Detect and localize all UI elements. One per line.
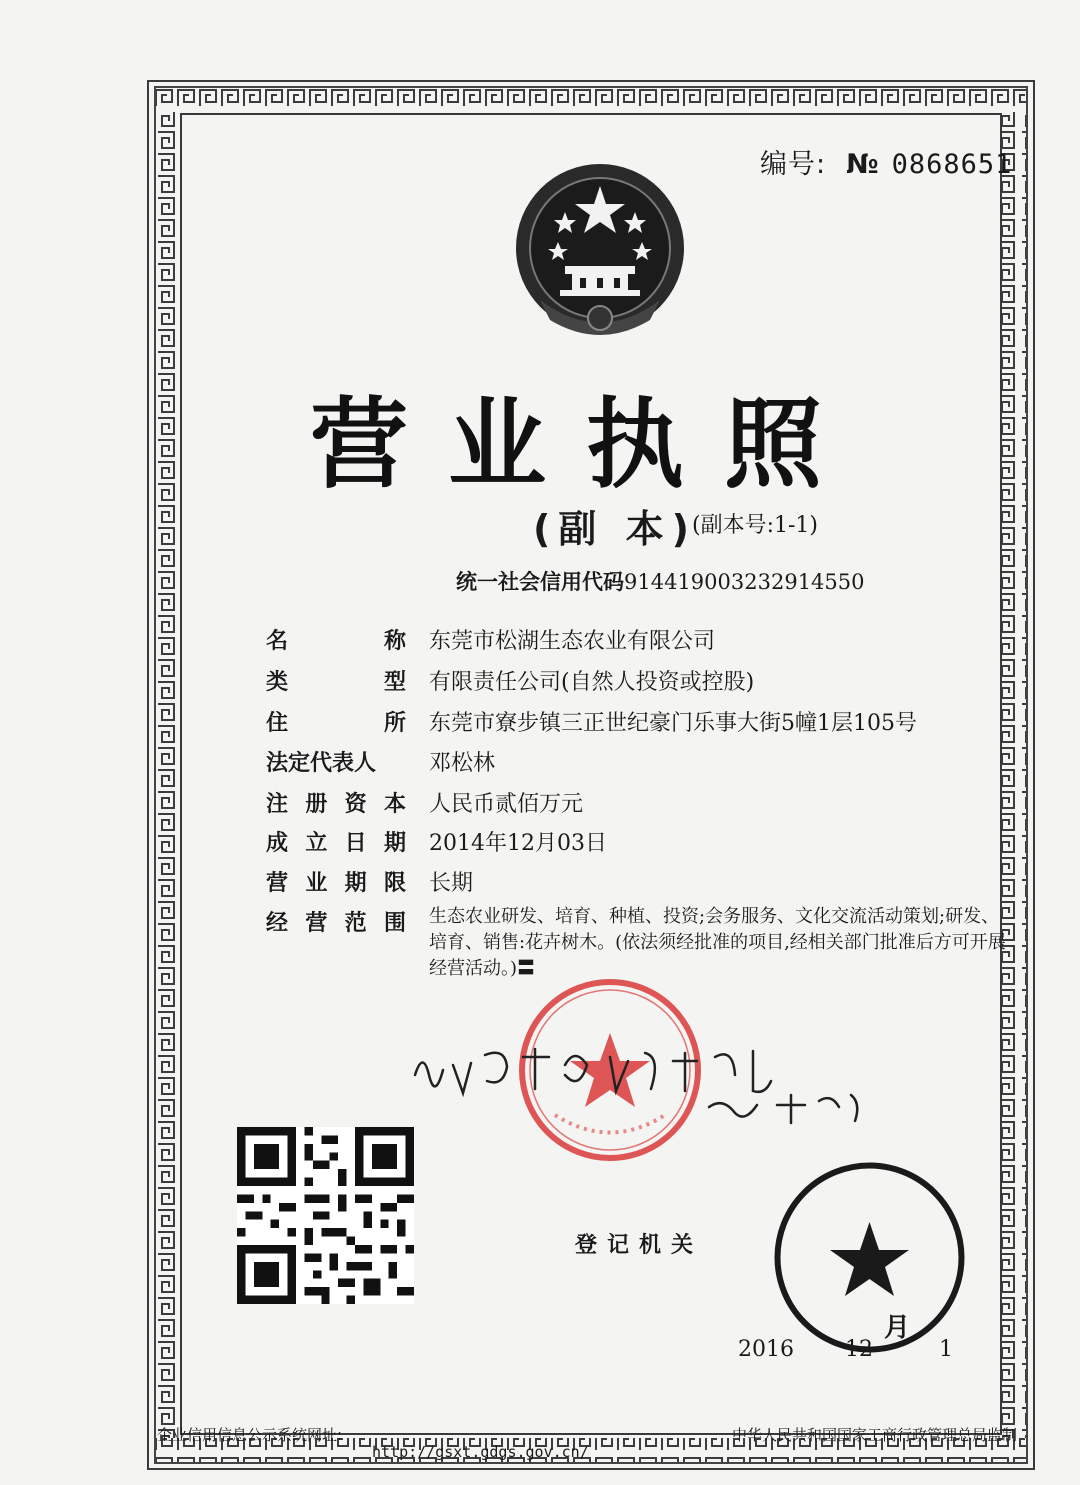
field-key: 注 册 资 本 bbox=[266, 792, 406, 817]
serial-label: 编号: bbox=[760, 149, 827, 180]
issue-month: 12 bbox=[845, 1337, 873, 1362]
government-seal-icon bbox=[772, 1160, 967, 1355]
field-key: 经 营 范 围 bbox=[266, 911, 406, 936]
field-value: 2014年12月03日 bbox=[429, 831, 607, 856]
footer-issuer: 中华人民共和国国家工商行政管理总局监制 bbox=[732, 1426, 1018, 1444]
field-value: 邓松林 bbox=[429, 751, 496, 776]
field-key: 成 立 日 期 bbox=[266, 831, 406, 856]
issue-month-char: 月 bbox=[884, 1313, 911, 1343]
document-title: 营业执照 bbox=[310, 388, 863, 502]
national-emblem-icon bbox=[510, 160, 690, 345]
credit-code-label: 统一社会信用代码 bbox=[456, 570, 624, 594]
field-value: 长期 bbox=[429, 871, 474, 896]
issue-date bbox=[738, 1313, 954, 1364]
field-key: 类 型 bbox=[266, 670, 406, 695]
serial-value: 0868651 bbox=[891, 149, 1013, 180]
issue-day: 1 bbox=[939, 1337, 954, 1362]
field-value: 东莞市寮步镇三正世纪豪门乐事大街5幢1层105号 bbox=[429, 711, 917, 736]
field-key: 营 业 期 限 bbox=[266, 871, 406, 896]
field-value: 人民币贰佰万元 bbox=[429, 792, 584, 817]
serial-number bbox=[760, 142, 1012, 181]
field-value: 东莞市松湖生态农业有限公司 bbox=[429, 629, 716, 654]
serial-prefix: № bbox=[846, 149, 880, 180]
footer-site-label: 企业信用信息公示系统网址: bbox=[157, 1426, 343, 1444]
field-key: 名 称 bbox=[266, 629, 406, 654]
document-subtitle: (副 本) bbox=[533, 507, 697, 551]
qr-code-icon bbox=[237, 1127, 414, 1304]
handwritten-note-icon bbox=[405, 1035, 885, 1125]
business-scope: 生态农业研发、培育、种植、投资;会务服务、文化交流活动策划;研发、培育、销售:花卉树木。(依法须经批准的项目,经相关部门批准后方可开展经营活动。)〓 bbox=[429, 906, 1006, 979]
credit-code-value: 914419003232914550 bbox=[624, 570, 865, 594]
footer-site-url: http://gsxt.gdgs.gov.cn/ bbox=[372, 1443, 589, 1461]
field-key: 法定代表人 bbox=[266, 751, 377, 776]
field-value: 有限责任公司(自然人投资或控股) bbox=[429, 670, 755, 695]
copy-number: (副本号:1-1) bbox=[692, 513, 819, 538]
field-key: 住 所 bbox=[266, 711, 406, 736]
issue-year: 2016 bbox=[738, 1337, 794, 1362]
credit-code bbox=[456, 566, 865, 596]
registration-authority: 登记机关 bbox=[575, 1233, 704, 1258]
